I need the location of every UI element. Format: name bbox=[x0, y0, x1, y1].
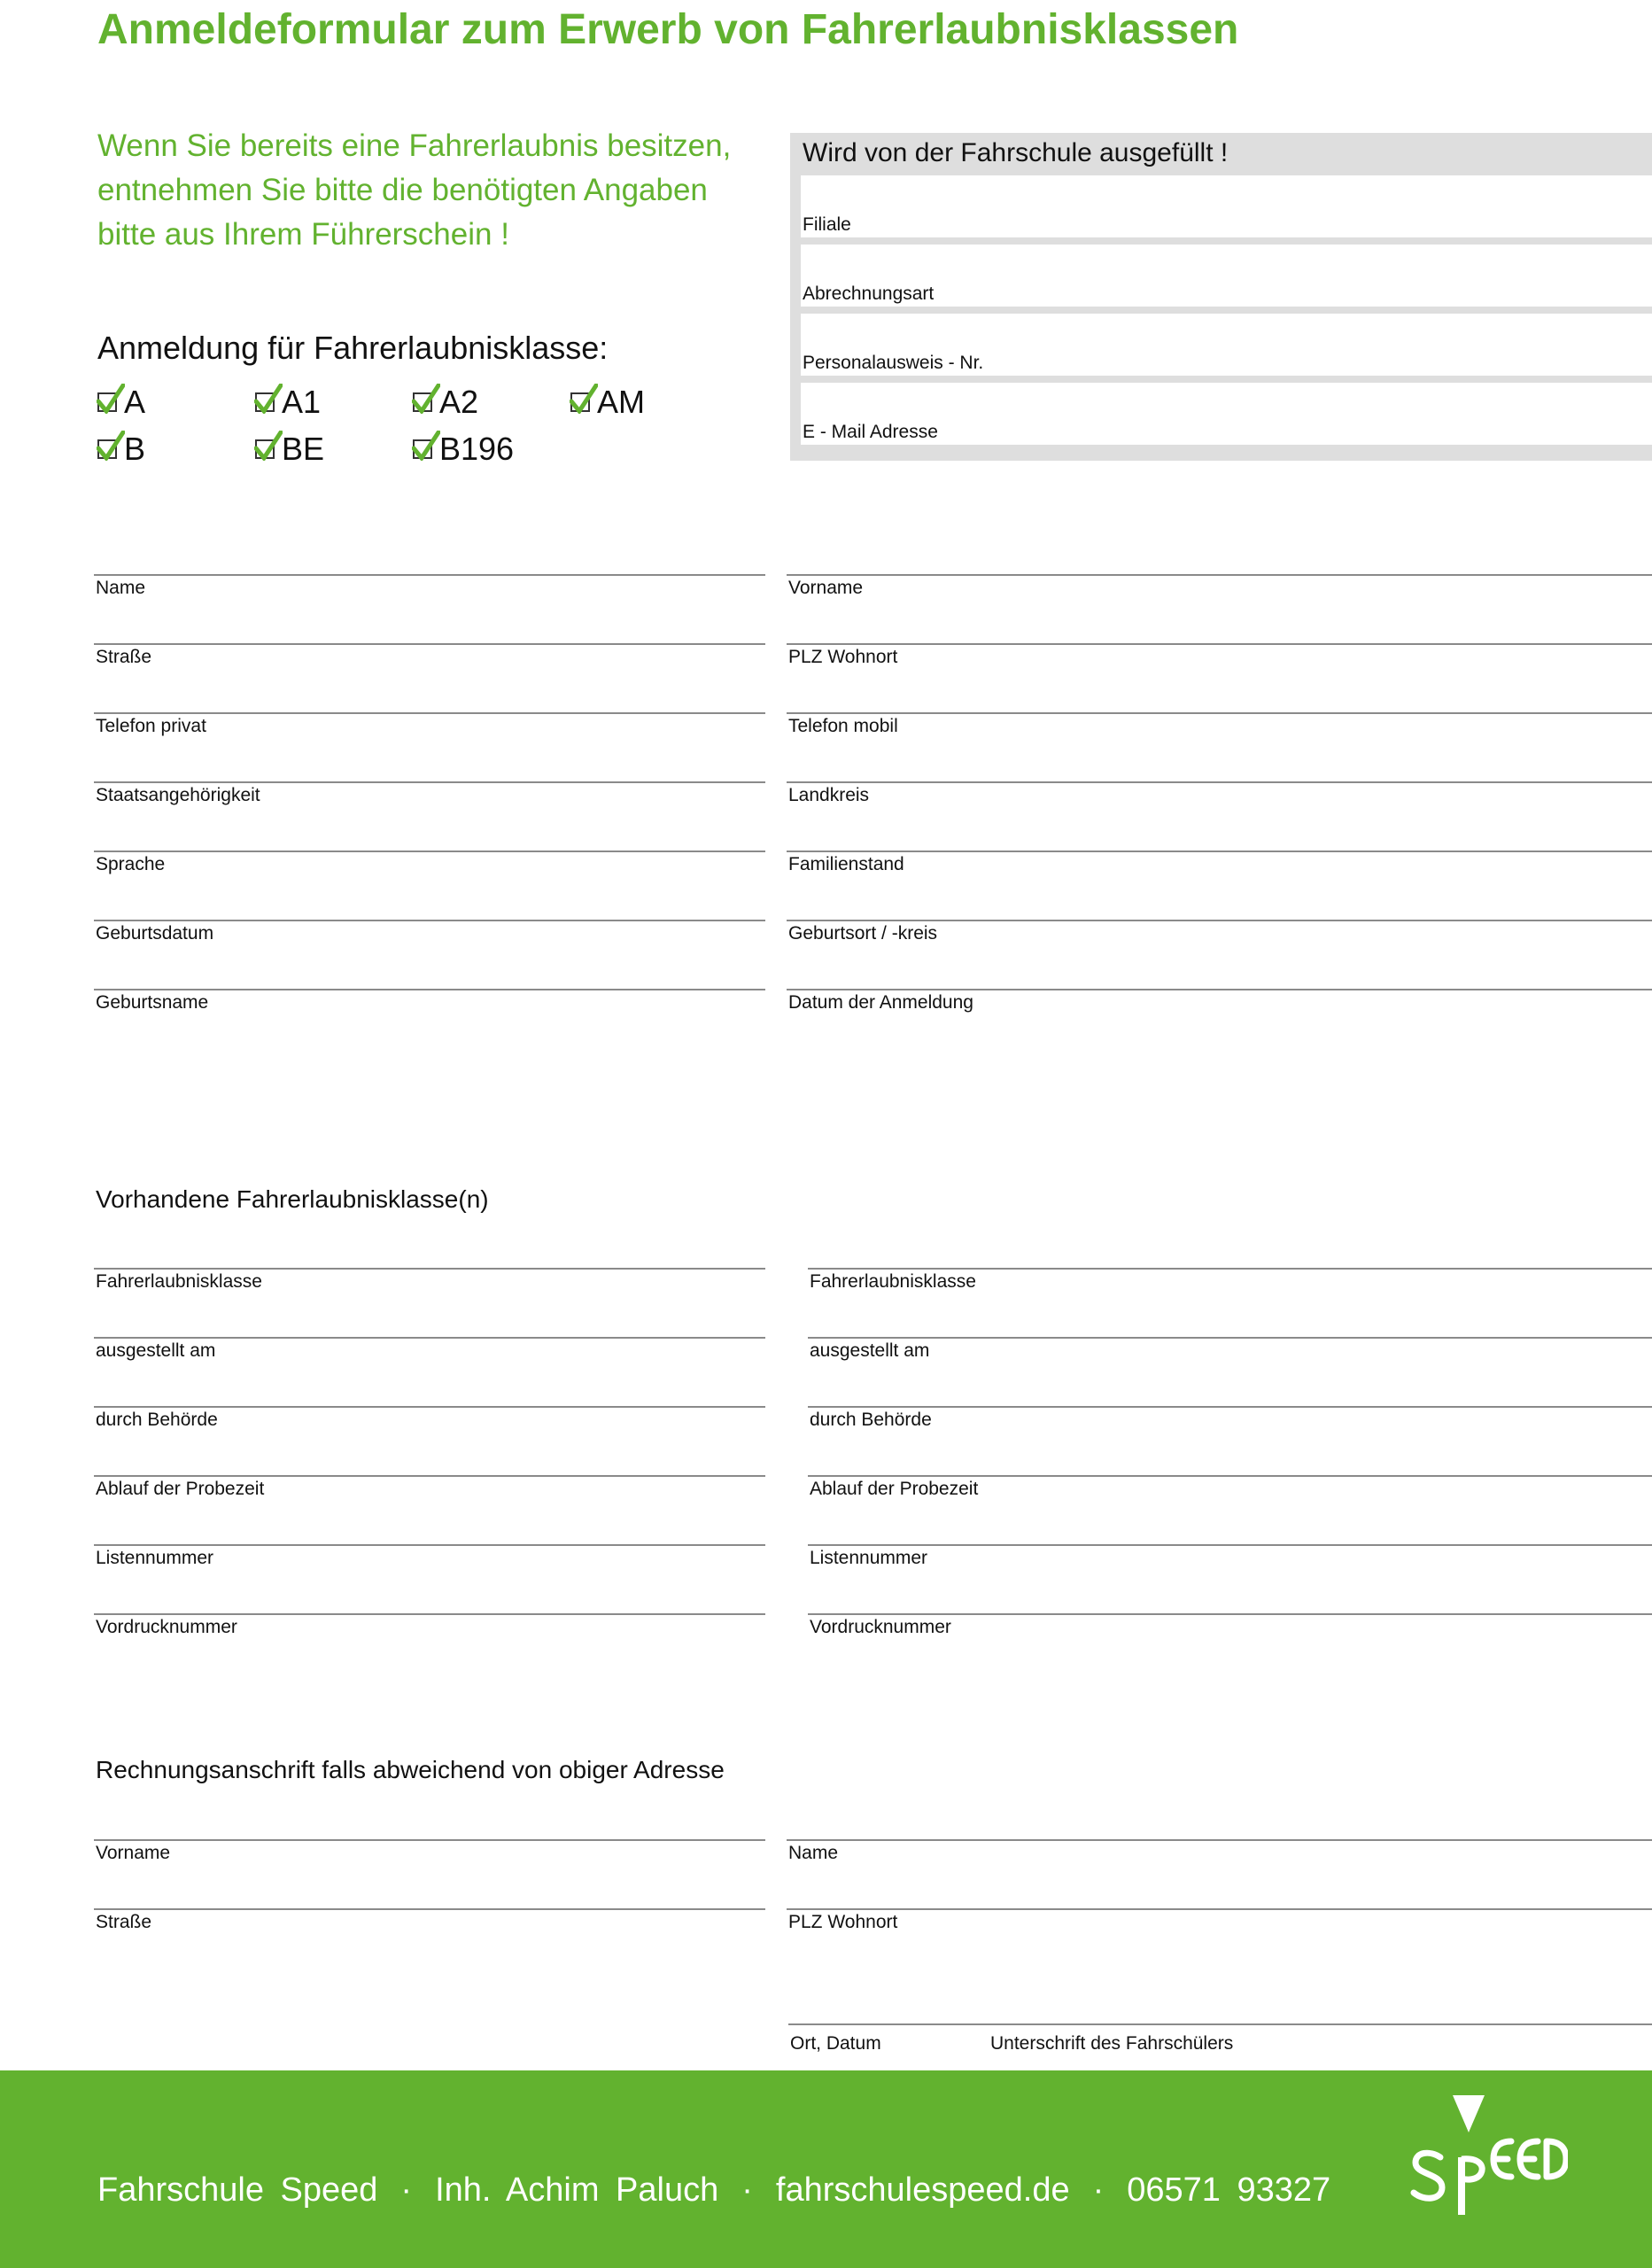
field-label: Vordrucknummer bbox=[96, 1617, 237, 1637]
field-label: Geburtsort / -kreis bbox=[788, 923, 938, 944]
class-checkbox-a1[interactable] bbox=[255, 381, 321, 423]
field-birth-name[interactable] bbox=[94, 989, 765, 1058]
field-label: durch Behörde bbox=[810, 1410, 932, 1430]
class-label: B bbox=[124, 431, 146, 467]
existing-right-class[interactable] bbox=[808, 1268, 1652, 1337]
field-label: Vorname bbox=[788, 578, 864, 598]
field-label: Listennummer bbox=[96, 1548, 214, 1568]
field-nationality[interactable] bbox=[94, 781, 765, 850]
checkbox-checked-icon bbox=[413, 392, 432, 412]
field-label: Geburtsdatum bbox=[96, 923, 214, 944]
checkbox-checked-icon bbox=[570, 392, 590, 412]
footer-separator: · bbox=[741, 2171, 753, 2209]
field-first-name[interactable] bbox=[787, 574, 1652, 643]
place-date-label: Ort, Datum bbox=[790, 2033, 881, 2054]
billing-name[interactable] bbox=[787, 1839, 1652, 1908]
intro-line-1: Wenn Sie bereits eine Fahrerlaubnis besitzen, bbox=[97, 128, 732, 163]
field-label: Name bbox=[788, 1843, 839, 1863]
existing-left-probation[interactable] bbox=[94, 1475, 765, 1544]
field-label: Geburtsname bbox=[96, 992, 209, 1013]
existing-left-list-number[interactable] bbox=[94, 1544, 765, 1613]
field-zip-city[interactable] bbox=[787, 643, 1652, 712]
existing-left-form-number[interactable] bbox=[94, 1613, 765, 1682]
registration-heading: Anmeldung für Fahrerlaubnisklasse: bbox=[97, 330, 609, 366]
office-field-label: Abrechnungsart bbox=[803, 284, 935, 304]
field-phone-private[interactable] bbox=[94, 712, 765, 781]
billing-heading: Rechnungsanschrift falls abweichend von obiger Adresse bbox=[96, 1756, 725, 1783]
existing-right-probation[interactable] bbox=[808, 1475, 1652, 1544]
class-checkbox-b196[interactable] bbox=[413, 428, 514, 470]
office-field-email[interactable] bbox=[801, 383, 1652, 445]
office-field-label: Filiale bbox=[803, 214, 851, 235]
page-title: Anmeldeformular zum Erwerb von Fahrerlaubnisklassen bbox=[97, 6, 1239, 53]
existing-right-form-number[interactable] bbox=[808, 1613, 1652, 1682]
class-checkbox-a[interactable] bbox=[97, 381, 145, 423]
field-label: Listennummer bbox=[810, 1548, 928, 1568]
field-name[interactable] bbox=[94, 574, 765, 643]
signature-line[interactable] bbox=[788, 2023, 1652, 2025]
field-label: ausgestellt am bbox=[96, 1340, 216, 1361]
existing-left-authority[interactable] bbox=[94, 1406, 765, 1475]
class-checkbox-b[interactable] bbox=[97, 428, 145, 470]
field-label: Vordrucknummer bbox=[810, 1617, 951, 1637]
existing-left-class[interactable] bbox=[94, 1268, 765, 1337]
field-label: Fahrerlaubnisklasse bbox=[96, 1271, 262, 1292]
field-label: Datum der Anmeldung bbox=[788, 992, 973, 1013]
office-field-id-number[interactable] bbox=[801, 314, 1652, 376]
field-label: Ablauf der Probezeit bbox=[810, 1479, 979, 1499]
checkbox-checked-icon bbox=[255, 392, 275, 412]
office-heading: Wird von der Fahrschule ausgefüllt ! bbox=[803, 138, 1229, 167]
intro-line-2: entnehmen Sie bitte die benötigten Angaben bbox=[97, 173, 708, 207]
office-field-label: Personalausweis - Nr. bbox=[803, 353, 984, 373]
field-label: PLZ Wohnort bbox=[788, 1912, 898, 1932]
field-label: Telefon privat bbox=[96, 716, 206, 736]
existing-left-issued[interactable] bbox=[94, 1337, 765, 1406]
field-birth-date[interactable] bbox=[94, 920, 765, 989]
footer-contact bbox=[97, 2168, 1330, 2212]
field-language[interactable] bbox=[94, 850, 765, 920]
office-use-panel bbox=[790, 133, 1652, 461]
footer bbox=[0, 2070, 1652, 2268]
footer-separator: · bbox=[1092, 2171, 1105, 2209]
signature-label: Unterschrift des Fahrschülers bbox=[990, 2033, 1234, 2054]
billing-zip-city[interactable] bbox=[787, 1908, 1652, 1977]
class-checkbox-am[interactable] bbox=[570, 381, 645, 423]
intro-line-3: bitte aus Ihrem Führerschein ! bbox=[97, 217, 509, 252]
footer-phone: 06571 93327 bbox=[1127, 2171, 1331, 2209]
office-field-billing-type[interactable] bbox=[801, 245, 1652, 307]
field-label: Straße bbox=[96, 1912, 152, 1932]
field-birth-place[interactable] bbox=[787, 920, 1652, 989]
checkbox-checked-icon bbox=[97, 439, 117, 459]
field-label: Ablauf der Probezeit bbox=[96, 1479, 265, 1499]
checkbox-checked-icon bbox=[255, 439, 275, 459]
class-label: B196 bbox=[439, 431, 515, 467]
existing-right-issued[interactable] bbox=[808, 1337, 1652, 1406]
class-label: BE bbox=[282, 431, 325, 467]
field-label: Familienstand bbox=[788, 854, 904, 874]
footer-school: Fahrschule Speed bbox=[97, 2171, 378, 2209]
existing-licences-heading: Vorhandene Fahrerlaubnisklasse(n) bbox=[96, 1185, 489, 1213]
class-checkbox-a2[interactable] bbox=[413, 381, 478, 423]
field-label: PLZ Wohnort bbox=[788, 647, 898, 667]
footer-separator: · bbox=[400, 2171, 413, 2209]
footer-website[interactable]: fahrschulespeed.de bbox=[775, 2171, 1070, 2209]
class-label: A bbox=[124, 384, 146, 420]
billing-street[interactable] bbox=[94, 1908, 765, 1977]
existing-right-authority[interactable] bbox=[808, 1406, 1652, 1475]
field-district[interactable] bbox=[787, 781, 1652, 850]
field-label: Sprache bbox=[96, 854, 166, 874]
class-label: AM bbox=[597, 384, 645, 420]
speed-logo-icon bbox=[1408, 2095, 1568, 2215]
field-label: ausgestellt am bbox=[810, 1340, 930, 1361]
field-label: Fahrerlaubnisklasse bbox=[810, 1271, 976, 1292]
intro-text bbox=[97, 124, 788, 257]
field-label: Telefon mobil bbox=[788, 716, 898, 736]
field-label: Name bbox=[96, 578, 146, 598]
field-label: Straße bbox=[96, 647, 152, 667]
existing-right-list-number[interactable] bbox=[808, 1544, 1652, 1613]
field-phone-mobile[interactable] bbox=[787, 712, 1652, 781]
billing-first-name[interactable] bbox=[94, 1839, 765, 1908]
checkbox-checked-icon bbox=[413, 439, 432, 459]
checkbox-checked-icon bbox=[97, 392, 117, 412]
field-label: Staatsangehörigkeit bbox=[96, 785, 260, 805]
field-street[interactable] bbox=[94, 643, 765, 712]
office-field-label: E - Mail Adresse bbox=[803, 422, 938, 442]
class-checkbox-be[interactable] bbox=[255, 428, 324, 470]
class-label: A1 bbox=[282, 384, 322, 420]
office-field-branch[interactable] bbox=[801, 175, 1652, 237]
field-registration-date[interactable] bbox=[787, 989, 1652, 1058]
field-marital-status[interactable] bbox=[787, 850, 1652, 920]
class-label: A2 bbox=[439, 384, 479, 420]
field-label: Landkreis bbox=[788, 785, 870, 805]
field-label: Vorname bbox=[96, 1843, 171, 1863]
footer-owner: Inh. Achim Paluch bbox=[435, 2171, 719, 2209]
field-label: durch Behörde bbox=[96, 1410, 218, 1430]
